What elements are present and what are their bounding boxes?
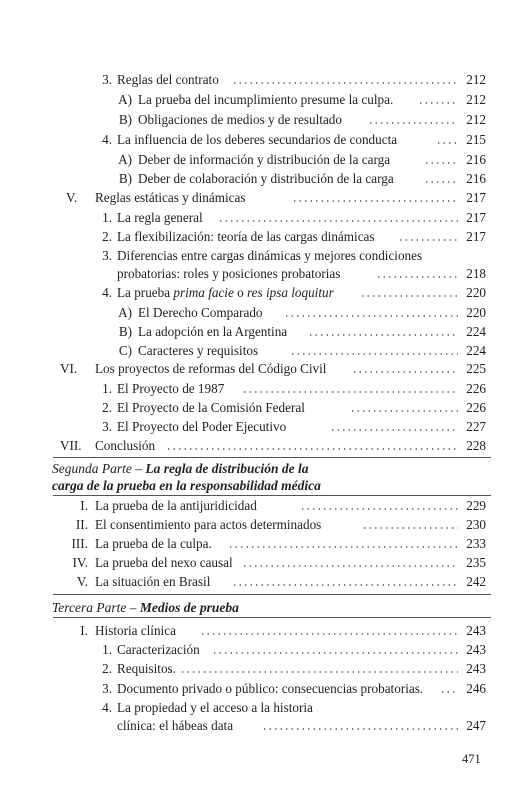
entry-title: La flexibilización: teoría de las cargas dinámicas	[117, 229, 375, 244]
entry-number: A)	[118, 92, 132, 107]
entry-number: B)	[118, 324, 132, 339]
entry-number: 3.	[102, 419, 112, 434]
entry-title: Reglas estáticas y dinámicas	[95, 190, 246, 205]
entry-page: 242	[466, 574, 486, 589]
entry-title: Deber de información y distribución de la carga	[138, 152, 391, 167]
entry-page: 212	[466, 72, 486, 87]
dot-leader	[200, 633, 458, 635]
entry-page: 220	[466, 285, 486, 300]
dot-leader	[398, 239, 458, 241]
entry-title: El Proyecto del Poder Ejecutivo	[117, 419, 287, 434]
dot-leader	[228, 546, 458, 548]
entry-number: 2.	[102, 661, 112, 676]
entry-title: Los proyectos de reformas del Código Civil	[95, 361, 327, 376]
dot-leader	[350, 410, 458, 412]
entry-number: 4.	[102, 132, 112, 147]
dot-leader	[262, 728, 458, 730]
dot-leader	[166, 448, 458, 450]
entry-page: 229	[466, 498, 486, 513]
entry-number: 2.	[102, 229, 112, 244]
entry-title: La prueba de la culpa.	[95, 536, 212, 551]
section-divider	[53, 495, 491, 496]
entry-number: C)	[118, 343, 132, 358]
entry-page: 217	[466, 229, 486, 244]
entry-number: 1.	[102, 642, 112, 657]
entry-number: V.	[66, 190, 78, 205]
entry-page: 230	[466, 517, 486, 532]
entry-number: III.	[71, 536, 88, 551]
entry-title: La prueba de la antijuridicidad	[95, 498, 257, 513]
section-title: Segunda Parte – La regla de distribución de la	[52, 461, 309, 476]
entry-title-continuation: probatorias: roles y posiciones probatorias	[117, 266, 341, 281]
entry-number: I.	[80, 623, 88, 638]
entry-title: Diferencias entre cargas dinámicas y mejores condiciones	[117, 248, 423, 263]
toc-entry	[0, 248, 532, 282]
entry-page: 212	[466, 112, 486, 127]
entry-page: 233	[466, 536, 486, 551]
dot-leader	[290, 353, 458, 355]
entry-title: El Proyecto de 1987	[117, 381, 225, 396]
entry-page: 217	[466, 210, 486, 225]
dot-leader	[360, 295, 458, 297]
dot-leader	[330, 429, 458, 431]
entry-title: La influencia de los deberes secundarios de conducta	[117, 132, 398, 147]
entry-title: El consentimiento para actos determinados	[95, 517, 322, 532]
entry-page: 225	[466, 361, 486, 376]
section-title-continuation: carga de la prueba en la responsabilidad médica	[52, 478, 321, 493]
entry-page: 226	[466, 400, 486, 415]
entry-title: Conclusión	[95, 438, 156, 453]
entry-title: Documento privado o público: consecuencias probatorias.	[117, 681, 424, 696]
entry-page: 228	[466, 438, 486, 453]
entry-title: La regla general	[117, 210, 203, 225]
entry-title: Requisitos.	[117, 661, 176, 676]
entry-page: 243	[466, 623, 486, 638]
entry-title: Deber de colaboración y distribución de la carga	[138, 171, 394, 186]
entry-page: 243	[466, 642, 486, 657]
dot-leader	[232, 82, 458, 84]
dot-leader	[284, 315, 458, 317]
entry-number: B)	[118, 171, 132, 186]
entry-title: La prueba del nexo causal	[95, 555, 233, 570]
entry-title: Obligaciones de medios y de resultado	[138, 112, 342, 127]
entry-number: 3.	[102, 248, 112, 263]
entry-number: 3.	[102, 72, 112, 87]
dot-leader	[352, 371, 458, 373]
entry-page: 220	[466, 305, 486, 320]
entry-page: 226	[466, 381, 486, 396]
dot-leader	[300, 508, 458, 510]
entry-number: 4.	[102, 700, 112, 715]
entry-page: 212	[466, 92, 486, 107]
entry-page: 218	[466, 266, 486, 281]
entry-number: VI.	[60, 361, 78, 376]
entry-title: La adopción en la Argentina	[138, 324, 288, 339]
dot-leader	[368, 122, 458, 124]
entry-number: B)	[118, 112, 132, 127]
entry-page: 224	[466, 324, 486, 339]
entry-page: 217	[466, 190, 486, 205]
entry-page: 224	[466, 343, 486, 358]
entry-title: El Proyecto de la Comisión Federal	[117, 400, 305, 415]
dot-leader	[180, 671, 458, 673]
entry-title: La prueba prima facie o res ipsa loquitur	[117, 285, 334, 300]
entry-number: VII.	[60, 438, 82, 453]
entry-number: 2.	[102, 400, 112, 415]
entry-page: 216	[466, 171, 486, 186]
entry-page: 235	[466, 555, 486, 570]
entry-page: 246	[466, 681, 486, 696]
entry-number: A)	[118, 305, 132, 320]
toc-entry	[0, 700, 532, 736]
entry-page: 215	[466, 132, 486, 147]
entry-number: 4.	[102, 285, 112, 300]
dot-leader	[376, 276, 458, 278]
entry-title: Caracteres y requisitos	[138, 343, 259, 358]
entry-number: I.	[80, 498, 88, 513]
entry-page: 227	[466, 419, 486, 434]
dot-leader	[242, 391, 458, 393]
entry-number: A)	[118, 152, 132, 167]
dot-leader	[242, 565, 458, 567]
page-number: 471	[462, 752, 481, 766]
section-divider	[53, 594, 491, 595]
entry-number: II.	[75, 517, 88, 532]
entry-title: Historia clínica	[95, 623, 176, 638]
entry-page: 216	[466, 152, 486, 167]
entry-title-continuation: clínica: el hábeas data	[117, 718, 234, 733]
dot-leader	[218, 220, 458, 222]
section-divider	[53, 457, 491, 458]
entry-number: 1.	[102, 210, 112, 225]
entry-number: IV.	[72, 555, 88, 570]
dot-leader	[308, 334, 458, 336]
section-title: Tercera Parte – Medios de prueba	[52, 600, 239, 615]
dot-leader	[232, 584, 458, 586]
entry-page: 247	[466, 718, 486, 733]
entry-title: Reglas del contrato	[117, 72, 219, 87]
entry-title: El Derecho Comparado	[138, 305, 263, 320]
dot-leader	[292, 200, 458, 202]
entry-page: 243	[466, 661, 486, 676]
entry-number: V.	[76, 574, 88, 589]
dot-leader	[212, 652, 458, 654]
entry-title: Caracterización	[117, 642, 200, 657]
entry-title: La prueba del incumplimiento presume la culpa.	[138, 92, 394, 107]
entry-number: 1.	[102, 381, 112, 396]
entry-title: La propiedad y el acceso a la historia	[117, 700, 313, 715]
dot-leader	[362, 527, 458, 529]
entry-title: La situación en Brasil	[95, 574, 211, 589]
entry-number: 3.	[102, 681, 112, 696]
section-divider	[53, 617, 491, 618]
